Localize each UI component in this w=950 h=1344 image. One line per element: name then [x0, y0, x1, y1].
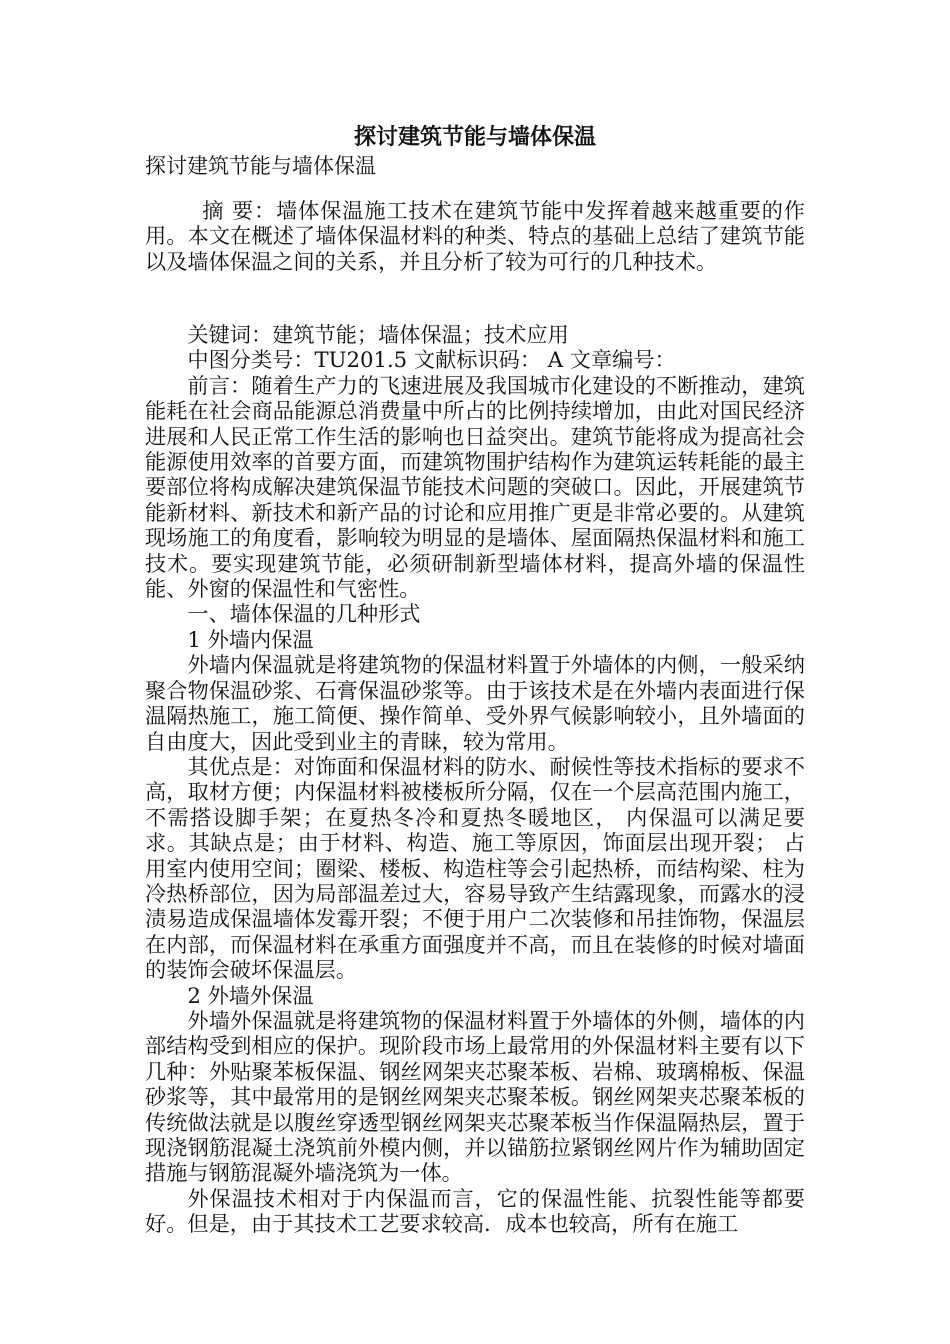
document-title: 探讨建筑节能与墙体保温 — [353, 124, 596, 150]
body-paragraph: 外墙外保温就是将建筑物的保温材料置于外墙体的外侧，墙体的内部结构受到相应的保护。现阶段市场上最常用的外保温材料主要有以下几种：外贴聚苯板保温、钢丝网架夹芯聚苯板、岩棉、玻璃棉板、保温砂浆等，其中最常用的是钢丝网架夹芯聚苯板。钢丝网架夹芯聚苯板的传统做法就是以腹丝穿透型钢丝网架夹芯聚苯板当作保温隔热层，置于现浇钢筋混凝土浇筑前外模内侧，并以锚筋拉紧钢丝网片作为辅助固定措施与钢筋混凝外墙浇筑为一体。 — [145, 1007, 805, 1186]
preface-paragraph: 前言：随着生产力的飞速进展及我国城市化建设的不断推动，建筑能耗在社会商品能源总消费量中所占的比例持续增加，由此对国民经济进展和人民正常工作生活的影响也日益突出。建筑节能将成为提高社会能源使用效率的首要方面，而建筑物围护结构作为建筑运转耗能的最主要部位将构成解决建筑保温节能技术问题的突破口。因此，开展建筑节能新材料、新技术和新产品的讨论和应用推广更是非常必要的。从建筑现场施工的角度看，影响较为明显的是墙体、屋面隔热保温材料和施工技术。要实现建筑节能，必须研制新型墙体材料，提高外墙的保温性能、外窗的保温性和气密性。 — [145, 372, 805, 602]
body-paragraph: 外墙内保温就是将建筑物的保温材料置于外墙体的内侧，一般采纳聚合物保温砂浆、石膏保温砂浆等。由于该技术是在外墙内表面进行保温隔热施工，施工简便、操作简单、受外界气候影响较小，且外墙面的自由度大，因此受到业主的青睐，较为常用。 — [145, 652, 805, 754]
body-paragraph: 外保温技术相对于内保温而言，它的保温性能、抗裂性能等都要好。但是，由于其技术工艺要求较高．成本也较高，所有在施工 — [145, 1185, 805, 1237]
document-subtitle: 探讨建筑节能与墙体保温 — [145, 154, 376, 178]
keywords-line: 关键词：建筑节能；墙体保温；技术应用 — [187, 322, 569, 347]
subsection-heading: 1 外墙内保温 — [187, 626, 314, 652]
section-heading: 一、墙体保温的几种形式 — [187, 601, 421, 627]
classification-line: 中图分类号：TU201.5 文献标识码： A 文章编号： — [187, 347, 676, 373]
subsection-heading: 2 外墙外保温 — [187, 982, 314, 1008]
abstract-block — [145, 198, 805, 274]
abstract-paragraph: 摘 要：墙体保温施工技术在建筑节能中发挥着越来越重要的作用。本文在概述了墙体保温材料的种类、特点的基础上总结了建筑节能以及墙体保温之间的关系，并且分析了较为可行的几种技术。 — [145, 198, 805, 274]
body-paragraph: 其优点是：对饰面和保温材料的防水、耐候性等技术指标的要求不高，取材方便；内保温材料被楼板所分隔，仅在一个层高范围内施工，不需搭设脚手架；在夏热冬冷和夏热冬暖地区， 内保温可以满足要求。其缺点是；由于材料、构造、施工等原因，饰面层出现开裂； 占用室内使用空间；圈梁、楼板、构造柱等会引起热桥，而结构梁、柱为冷热桥部位，因为局部温差过大，容易导致产生结露现象，而露水的浸渍易造成保温墙体发霉开裂；不便于用户二次装修和吊挂饰物，保温层在内部，而保温材料在承重方面强度并不高，而且在装修的时候对墙面的装饰会破坏保温层。 — [145, 753, 805, 983]
main-body — [145, 322, 805, 1237]
